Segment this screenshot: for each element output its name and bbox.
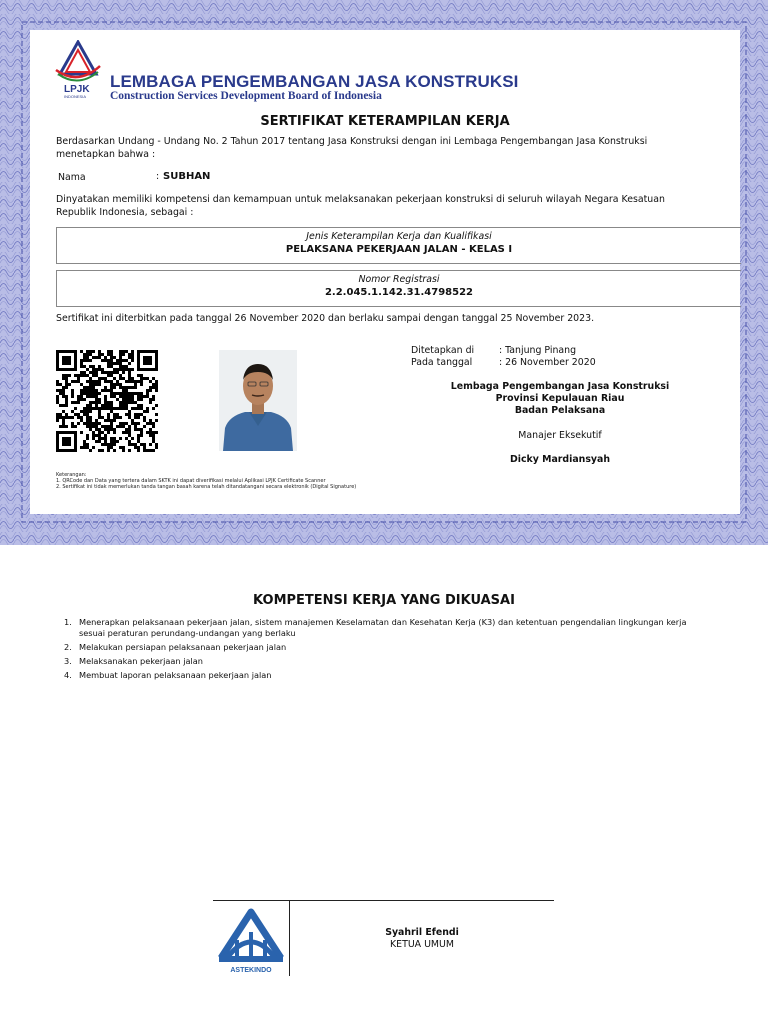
signer-position: Manajer Eksekutif [518, 430, 602, 441]
date-label: Pada tanggal [411, 357, 473, 368]
competency-num: 2. [64, 642, 72, 652]
astekindo-logo-text: ASTEKINDO [230, 967, 272, 974]
issuer-line3: Badan Pelaksana [514, 405, 606, 416]
certificate-title: SERTIFIKAT KETERAMPILAN KERJA [260, 114, 510, 129]
competency-text: Melaksanakan pekerjaan jalan [79, 656, 203, 666]
competency-num: 3. [64, 656, 72, 666]
competency-title: KOMPETENSI KERJA YANG DIKUASAI [253, 593, 515, 608]
competency-item [64, 642, 704, 653]
competency-item [64, 656, 704, 667]
validity-text: Sertifikat ini diterbitkan pada tanggal 26 November 2020 dan berlaku sampai dengan tanggal 25 November 2023. [56, 313, 595, 324]
competency-item [64, 670, 704, 681]
notes [56, 472, 356, 490]
competency-item [64, 617, 704, 639]
declaration-text: Dinyatakan memiliki kompetensi dan kemampuan untuk melaksanakan pekerjaan konstruksi di seluruh wilayah Negara Kesatuan Republik Indonesia, sebagai : [56, 194, 665, 218]
skill-box [56, 227, 741, 264]
org-name-en: Construction Services Development Board of Indonesia [110, 90, 382, 102]
skill-label: Jenis Keterampilan Kerja dan Kualifikasi [306, 231, 492, 242]
qr-code [56, 350, 158, 452]
lpjk-logo-text: LPJK [64, 84, 90, 95]
competency-num: 1. [64, 617, 72, 627]
place-label: Ditetapkan di [411, 345, 475, 356]
competency-text: Melakukan persiapan pelaksanaan pekerjaan jalan [79, 642, 287, 652]
place-value: : Tanjung Pinang [499, 345, 577, 356]
competency-text: Membuat laporan pelaksanaan pekerjaan jalan [79, 670, 272, 680]
registration-value: 2.2.045.1.142.31.4798522 [324, 287, 474, 298]
registration-box [56, 270, 741, 307]
registration-label: Nomor Registrasi [358, 274, 440, 285]
holder-photo [219, 350, 297, 451]
certificate-card [30, 30, 740, 514]
astekindo-logo [215, 904, 287, 976]
org-name: LEMBAGA PENGEMBANGAN JASA KONSTRUKSI [110, 72, 519, 91]
intro-text: Berdasarkan Undang - Undang No. 2 Tahun 2017 tentang Jasa Konstruksi dengan ini Lembaga Pengembangan Jasa Konstruksi menetapkan bahwa : [56, 136, 648, 160]
issuer-line1: Lembaga Pengembangan Jasa Konstruksi [450, 381, 670, 392]
signer-name: Dicky Mardiansyah [509, 454, 611, 465]
skill-value: PELAKSANA PEKERJAAN JALAN - KELAS I [285, 244, 513, 255]
date-value: : 26 November 2020 [499, 357, 596, 368]
competency-list [64, 617, 704, 684]
lpjk-logo-sub: INDONESIA [64, 94, 87, 99]
lpjk-logo [52, 40, 104, 100]
notes-line2: 2. Sertifikat ini tidak memerlukan tanda tangan basah karena telah ditandatangani secara elektronik (Digital Signature) [56, 484, 357, 490]
footer-vertical-divider [289, 900, 290, 976]
chair-title: KETUA UMUM [390, 939, 454, 950]
notes-line1: 1. QRCode dan Data yang tertera dalam SKTK ini dapat diverifikasi melalui Aplikasi LPJK Certificate Scanner [56, 478, 326, 484]
footer-divider [213, 900, 554, 901]
name-colon: : [156, 171, 160, 182]
competency-text: Menerapkan pelaksanaan pekerjaan jalan, sistem manajemen Keselamatan dan Kesehatan Kerja (K3) dan ketentuan pengendalian lingkungan kerja sesuai peraturan perundang-undangan yang berlaku [79, 617, 687, 638]
issuer-line2: Provinsi Kepulauan Riau [495, 393, 625, 404]
chair-name: Syahril Efendi [385, 927, 459, 938]
notes-title: Keterangan: [56, 472, 87, 478]
competency-num: 4. [64, 670, 72, 680]
name-label: Nama [58, 172, 86, 183]
name-value: SUBHAN [163, 171, 211, 182]
